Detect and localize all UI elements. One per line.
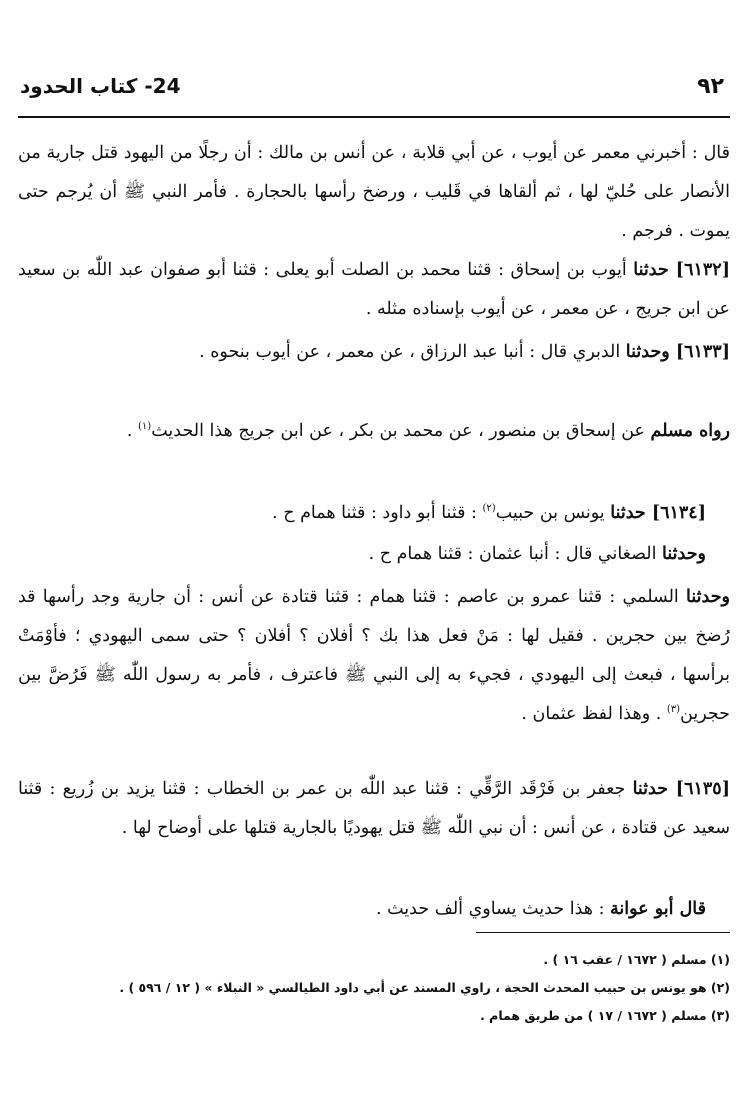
chapter-title: 24- كتاب الحدود <box>20 74 181 98</box>
footnote-ref-2: (٢) <box>482 503 496 515</box>
hadith-6134: [٦١٣٤] حدثنا يونس بن حبيب$^{(٢)}$ : قثنا أبو داود : قثنا همام ح . <box>272 503 706 523</box>
footnote-2: (٢) هو يونس بن حبيب المحدث الحجة ، راوي المسند عن أبي داود الطيالسي « النبلاء » ( ١٢ / ٥٩٦ ) . <box>119 980 730 995</box>
footnote-ref-3: (٣) <box>666 704 681 716</box>
footnote-3: (٣) مسلم ( ١٦٧٢ / ١٧ ) من طريق همام . <box>480 1008 730 1023</box>
hadith-6133: [٦١٣٣] وحدثنا الدبري قال : أنبا عبد الرزاق ، عن معمر ، عن أيوب بنحوه . <box>199 342 730 362</box>
chain-sulami: وحدثنا السلمي : قثنا عمرو بن عاصم : قثنا همام : قثنا قتادة عن أنس : أن جارية وجد رأسها قد رُضخ بين حجرين . فقيل لها : مَنْ فعل هذا بك ؟ أفلان ؟ أفلان ؟ حتى سمى اليهودي ؛ فأوْمَتْ برأسها ، فبعث إلى اليهودي ، فجيء به إلى النبي ﷺ فاعترف ، فأمر به رسول اللّٰه ﷺ فَرُضَّ بين حجرين$^{(٣)}$ . وهذا لفظ عثمان . <box>18 587 730 724</box>
footnote-divider <box>476 932 730 933</box>
footnote-1: (١) مسلم ( ١٦٧٢ / عقب ١٦ ) . <box>543 952 730 967</box>
page-number: ٩٢ <box>697 73 724 99</box>
page-header <box>18 68 730 104</box>
muslim-narration: رواه مسلم عن إسحاق بن منصور ، عن محمد بن بكر ، عن ابن جريج هذا الحديث$^{(١)}$ . <box>126 421 730 441</box>
paragraph-1: قال : أخبرني معمر عن أيوب ، عن أبي قلابة ، عن أنس بن مالك : أن رجلًا من اليهود قتل جارية من الأنصار على حُليّ لها ، ثم ألقاها في قَليب ، ورضخ رأسها بالحجارة . فأمر النبي ﷺ أن يُرجم حتى يموت . فرجم . <box>18 143 730 241</box>
footnote-ref-1: (١) <box>138 421 152 433</box>
hadith-6135: [٦١٣٥] حدثنا جعفر بن فَرْقَد الرَّقِّي : قثنا عبد اللّٰه بن عمر بن الخطاب : قثنا يزيد بن زُريع : قثنا سعيد عن قتادة ، عن أنس : أن نبي اللّٰه ﷺ قتل يهوديًا بالجارية قتلها على أوضاح لها . <box>18 779 730 838</box>
chain-saghani: وحدثنا الصغاني قال : أنبا عثمان : قثنا همام ح . <box>368 544 706 564</box>
hadith-6132: [٦١٣٢] حدثنا أيوب بن إسحاق : قثنا محمد بن الصلت أبو يعلى : قثنا أبو صفوان عبد اللّٰه بن سعيد عن ابن جريج ، عن معمر ، عن أيوب بإسناده مثله . <box>18 260 730 319</box>
header-divider <box>18 116 730 118</box>
book-page <box>18 0 730 1102</box>
abu-awana-comment: قال أبو عوانة : هذا حديث يساوي ألف حديث . <box>375 899 706 919</box>
